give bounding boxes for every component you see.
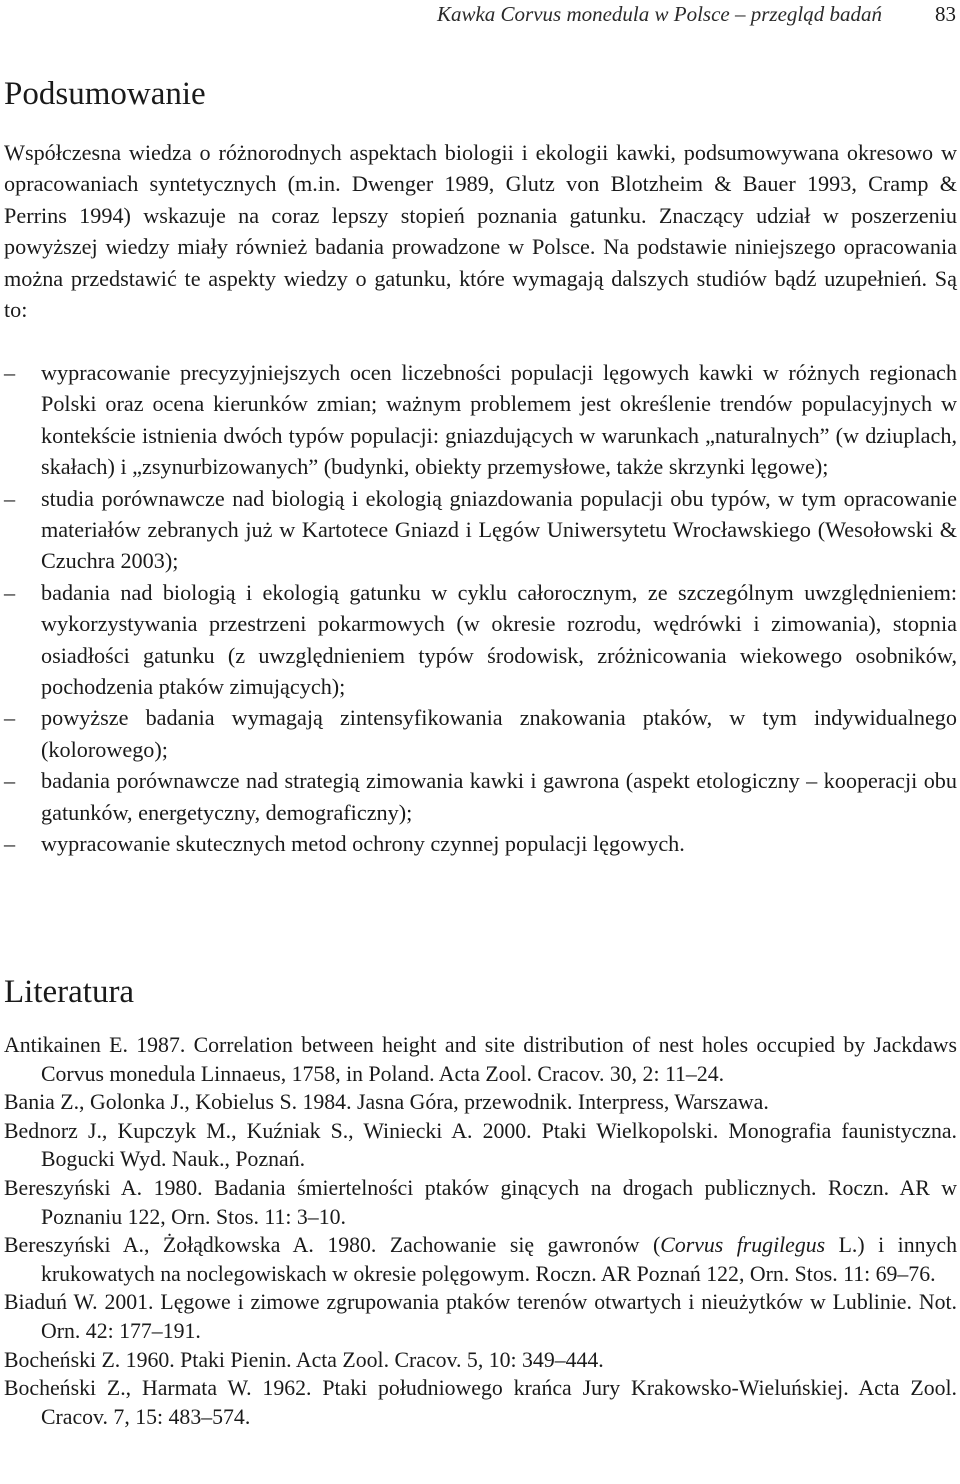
list-item-text: badania nad biologią i ekologią gatunku w cyklu całorocznym, ze szczególnym uwzględnieniem: wykorzystywania przestrzeni pokarmowych (w okresie rozrodu, wędrówki i zimowania), stopnia osiadłości gatunku (z uwzględnieniem typów środowisk, zróżnicowania wiekowego osobników, pochodzenia ptaków zimujących);: [41, 579, 957, 700]
summary-list: [4, 357, 957, 860]
page-number: 83: [935, 2, 956, 26]
list-item-text: powyższe badania wymagają zintensyfikowania znakowania ptaków, w tym indywidualnego (kolorowego);: [41, 705, 957, 762]
reference-text: Bereszyński A. 1980. Badania śmiertelności ptaków ginących na drogach publicznych. Roczn. AR w Poznaniu 122, Orn. Stos. 11: 3–10.: [4, 1175, 957, 1229]
list-item: [4, 828, 957, 859]
section-heading-literature: Literatura: [4, 974, 135, 1010]
reference-text: Biaduń W. 2001. Lęgowe i zimowe zgrupowania ptaków terenów otwartych i nieużytków w Lublinie. Not. Orn. 42: 177–191.: [4, 1290, 957, 1343]
reference-entry: [4, 1288, 957, 1345]
list-item-text: wypracowanie skutecznych metod ochrony czynnej populacji lęgowych.: [41, 831, 685, 857]
reference-entry: [4, 1374, 957, 1431]
reference-text: L.) i innych krukowatych na noclegowiskach w okresie polęgowym. Roczn. AR Poznań 122, Orn. Stos. 11: 69–76.: [41, 1233, 957, 1286]
reference-entry: [4, 1231, 957, 1288]
dash-bullet: –: [4, 768, 16, 794]
summary-paragraph: Współczesna wiedza o różnorodnych aspektach biologii i ekologii kawki, podsumowywana okresowo w opracowaniach syntetycznych (m.in. Dwenger 1989, Glutz von Blotzheim & Bauer 1993, Cramp & Perrins 1994) wskazuje na coraz lepszy stopień poznania gatunku. Znaczący udział w poszerzeniu powyższej wiedzy miały również badania prowadzone w Polsce. Na podstawie niniejszego opracowania można przedstawić te aspekty wiedzy o gatunku, które wymagają dalszych studiów bądź uzupełnień. Są to:: [4, 140, 957, 323]
dash-bullet: –: [4, 485, 16, 511]
dash-bullet: –: [4, 360, 16, 385]
reference-text: Bocheński Z., Harmata W. 1962. Ptaki południowego krańca Jury Krakowsko-Wieluńskiej. Acta Zool. Cracov. 7, 15: 483–574.: [4, 1376, 957, 1429]
list-item-text: badania porównawcze nad strategią zimowania kawki i gawrona (aspekt etologiczny – kooperacji obu gatunków, energetyczny, demograficzny);: [41, 768, 957, 825]
reference-text: Bocheński Z. 1960. Ptaki Pienin. Acta Zool. Cracov. 5, 10: 349–444.: [4, 1347, 604, 1372]
reference-entry: [4, 1088, 957, 1117]
reference-text: Antikainen E. 1987. Correlation between height and site distribution of nest holes occupied by Jackdaws Corvus monedula Linnaeus, 1758, in Poland. Acta Zool. Cracov. 30, 2: 11–24.: [4, 1033, 957, 1086]
reference-entry: [4, 1346, 957, 1375]
list-item-text: wypracowanie precyzyjniejszych ocen liczebności populacji lęgowych kawki w różnych regionach Polski oraz ocena kierunków zmian; ważnym problemem jest określenie trendów populacyjnych w kontekście istnienia dwóch typów populacji: gniazdujących w warunkach „naturalnych” (w dziuplach, skałach) i „zsynurbizowanych” (budynki, obiekty przemysłowe, także skrzynki lęgowe);: [41, 360, 957, 480]
list-item: [4, 357, 957, 483]
dash-bullet: –: [4, 705, 16, 731]
reference-entry: [4, 1117, 957, 1174]
dash-bullet: –: [4, 831, 16, 857]
list-item-text: studia porównawcze nad biologią i ekologią gniazdowania populacji obu typów, w tym opracowanie materiałów zebranych już w Kartotece Gniazd i Lęgów Uniwersytetu Wrocławskiego (Wesołowski & Czuchra 2003);: [41, 485, 957, 574]
reference-text: Bania Z., Golonka J., Kobielus S. 1984. Jasna Góra, przewodnik. Interpress, Warszawa.: [4, 1090, 769, 1115]
reference-entry: [4, 1031, 957, 1088]
dash-bullet: –: [4, 579, 16, 605]
reference-entry: [4, 1174, 957, 1231]
running-head: [0, 2, 960, 28]
reference-species-italic: Corvus frugilegus: [660, 1233, 826, 1258]
list-item: [4, 702, 957, 765]
list-item: [4, 577, 957, 703]
list-item: [4, 765, 957, 828]
reference-text: Bednorz J., Kupczyk M., Kuźniak S., Winiecki A. 2000. Ptaki Wielkopolski. Monografia faunistyczna. Bogucki Wyd. Nauk., Poznań.: [4, 1118, 957, 1172]
list-item: [4, 483, 957, 577]
reference-text: Bereszyński A., Żołądkowska A. 1980. Zachowanie się gawronów (: [4, 1233, 661, 1258]
reference-list: [4, 1031, 957, 1431]
running-title: Kawka Corvus monedula w Polsce – przegląd badań: [436, 2, 882, 26]
section-heading-summary: Podsumowanie: [4, 76, 206, 112]
